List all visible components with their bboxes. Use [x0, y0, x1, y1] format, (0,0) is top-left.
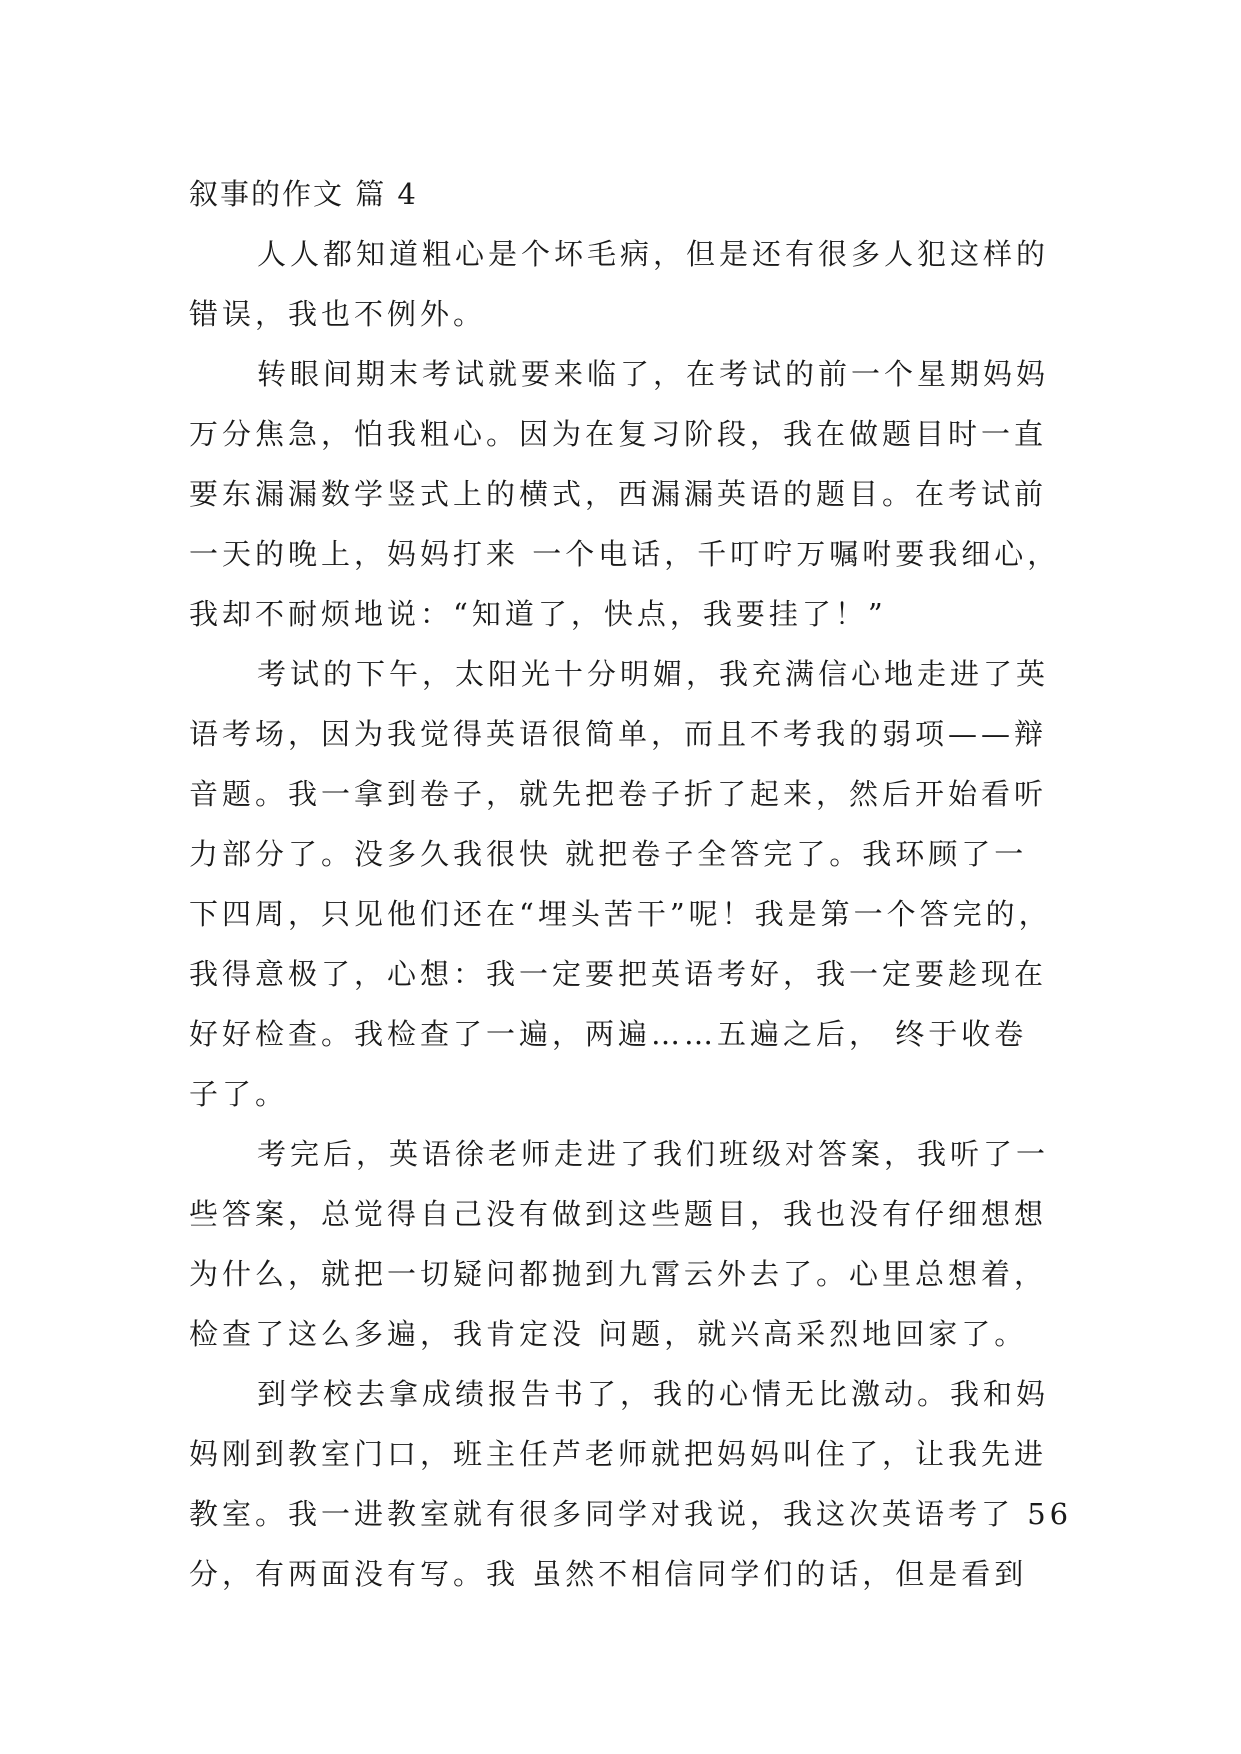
paragraph-1: [189, 224, 1057, 344]
text-line: 转眼间期末考试就要来临了，在考试的前一个星期妈妈: [257, 357, 1050, 391]
text-line: 妈刚到教室门口，班主任芦老师就把妈妈叫住了，让我先进: [189, 1437, 1048, 1471]
text-line: 些答案，总觉得自己没有做到这些题目，我也没有仔细想想: [189, 1197, 1048, 1231]
paragraph-5: [189, 1364, 1073, 1604]
text-line: 好好检查。我检查了一遍，两遍……五遍之后， 终于收卷: [189, 1017, 1028, 1051]
document-page: [189, 164, 1073, 1604]
paragraph-3: [189, 644, 1057, 1124]
text-line: 子了。: [189, 1077, 289, 1111]
text-line: 考完后，英语徐老师走进了我们班级对答案，我听了一: [257, 1137, 1050, 1171]
text-line: 错误，我也不例外。: [189, 297, 487, 331]
text-line: 力部分了。没多久我很快 就把卷子全答完了。我环顾了一: [189, 837, 1028, 871]
text-line: 为什么，就把一切疑问都抛到九霄云外去了。心里总想着，: [189, 1257, 1048, 1291]
paragraph-2: [189, 344, 1061, 644]
text-line: 人人都知道粗心是个坏毛病，但是还有很多人犯这样的: [257, 237, 1050, 271]
text-line: 教室。我一进教室就有很多同学对我说，我这次英语考了 56: [189, 1497, 1073, 1531]
text-line: 下四周，只见他们还在“埋头苦干”呢！我是第一个答完的，: [189, 897, 1052, 931]
text-line: 一天的晚上，妈妈打来 一个电话，千叮咛万嘱咐要我细心，: [189, 537, 1061, 571]
text-line: 检查了这么多遍，我肯定没 问题，就兴高采烈地回家了。: [189, 1317, 1028, 1351]
text-line: 到学校去拿成绩报告书了，我的心情无比激动。我和妈: [257, 1377, 1050, 1411]
document-title: 叙事的作文 篇 4: [189, 177, 418, 211]
text-line: 考试的下午，太阳光十分明媚，我充满信心地走进了英: [257, 657, 1050, 691]
text-line: 分，有两面没有写。我 虽然不相信同学们的话，但是看到: [189, 1557, 1028, 1591]
text-line: 音题。我一拿到卷子，就先把卷子折了起来，然后开始看听: [189, 777, 1048, 811]
text-line: 语考场，因为我觉得英语很简单，而且不考我的弱项——辩: [189, 717, 1048, 751]
text-line: 要东漏漏数学竖式上的横式，西漏漏英语的题目。在考试前: [189, 477, 1048, 511]
paragraph-4: [189, 1124, 1057, 1364]
text-line: 万分焦急，怕我粗心。因为在复习阶段，我在做题目时一直: [189, 417, 1048, 451]
text-line: 我得意极了，心想：我一定要把英语考好，我一定要趁现在: [189, 957, 1048, 991]
text-line: 我却不耐烦地说：“知道了，快点，我要挂了！”: [189, 597, 887, 631]
